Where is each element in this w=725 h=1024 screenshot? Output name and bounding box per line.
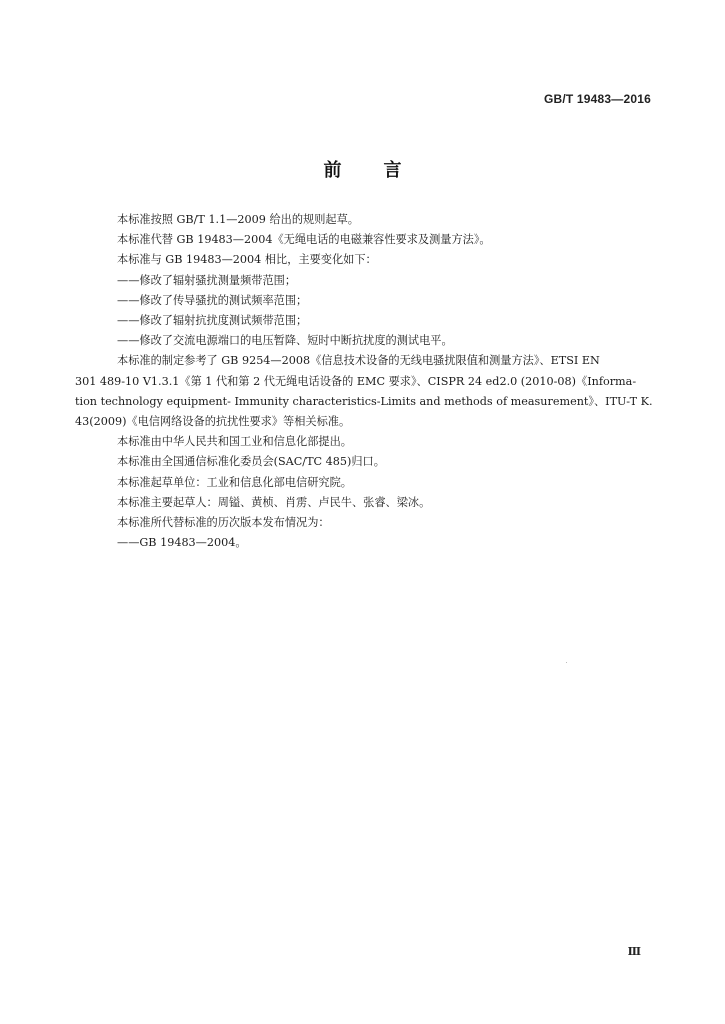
change-item-3: ——修改了辐射抗扰度测试频带范围； — [117, 314, 308, 328]
paragraph-drafters: 本标准主要起草人：周镒、黄桢、肖雳、卢民牛、张睿、梁冰。 — [117, 495, 431, 509]
paragraph-administered-by: 本标准由全国通信标准化委员会(SAC/TC 485)归口。 — [117, 455, 385, 469]
title-char-2: 言 — [383, 160, 402, 181]
change-item-4: ——修改了交流电源端口的电压暂降、短时中断抗扰度的测试电平。 — [117, 334, 453, 348]
standard-code: GB/T 19483—2016 — [543, 92, 651, 106]
title-char-1: 前 — [323, 160, 342, 181]
paragraph-changes-intro: 本标准与 GB 19483—2004 相比，主要变化如下： — [117, 253, 377, 267]
change-item-2: ——修改了传导骚扰的测试频率范围； — [117, 293, 308, 307]
paragraph-drafting-rules: 本标准按照 GB/T 1.1—2009 给出的规则起草。 — [117, 213, 359, 226]
page-title — [0, 156, 725, 182]
reference-line-4: 43(2009)《电信网络设备的抗扰性要求》等相关标准。 — [75, 415, 351, 429]
document-body — [75, 210, 653, 553]
reference-line-1: 本标准的制定参考了 GB 9254—2008《信息技术设备的无线电骚扰限值和测量方法》、ETSI EN — [117, 354, 600, 368]
paragraph-replaces: 本标准代替 GB 19483—2004《无绳电话的电磁兼容性要求及测量方法》。 — [117, 233, 491, 247]
reference-line-2: 301 489-10 V1.3.1《第 1 代和第 2 代无绳电话设备的 EMC 要求》、CISPR 24 ed2.0 (2010-08)《Informa- — [75, 374, 637, 388]
page-number: Ⅲ — [627, 945, 641, 958]
paragraph-references — [75, 351, 653, 432]
paragraph-drafting-unit: 本标准起草单位：工业和信息化部电信研究院。 — [117, 475, 352, 489]
history-item-1: ——GB 19483—2004。 — [117, 536, 247, 550]
paragraph-proposed-by: 本标准由中华人民共和国工业和信息化部提出。 — [117, 435, 352, 449]
scan-speck — [566, 662, 567, 663]
change-item-1: ——修改了辐射骚扰测量频带范围； — [117, 273, 297, 287]
reference-line-3: tion technology equipment- Immunity characteristics-Limits and methods of measurement》、ITU-T K. — [75, 394, 653, 408]
paragraph-history-intro: 本标准所代替标准的历次版本发布情况为： — [117, 516, 330, 530]
